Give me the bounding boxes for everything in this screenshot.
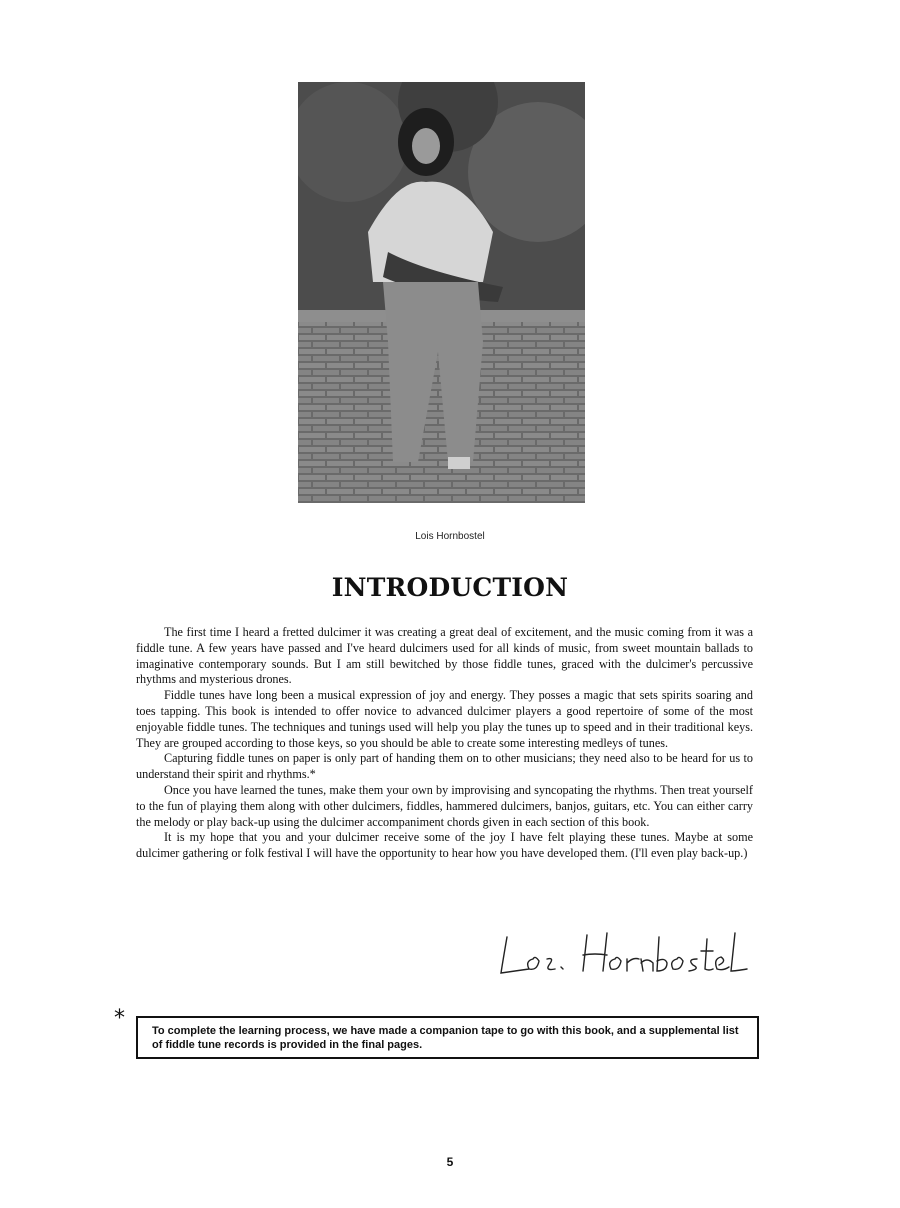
paragraph: Once you have learned the tunes, make them your own by improvising and syncopating the rhythms. Then treat yourself to the fun of playing them along with other dulcimers, fiddles, hammered dulcimers, banjos, guitars, etc. You can either carry the melody or play back-up using the dulcimer accompaniment chords given in each section of this book. (136, 782, 753, 829)
page-number: 5 (446, 1155, 454, 1169)
paragraph: The first time I heard a fretted dulcimer it was creating a great deal of excitement, and the music coming from it was a fiddle tune. A few years have passed and I've heard dulcimers used for all kinds of music, from sweet mountain ballads to imaginative contemporary sounds. But I am still bewitched by those fiddle tunes, graced with the dulcimer's percussive rhythms and mysterious drones. (136, 625, 753, 687)
photo-caption: Lois Hornbostel (415, 531, 485, 542)
page-title: INTRODUCTION (331, 573, 569, 602)
paragraph: Capturing fiddle tunes on paper is only part of handing them on to other musicians; they need also to be heard for us to understand their spirit and rhythms.* (136, 751, 753, 782)
paragraph: It is my hope that you and your dulcimer receive some of the joy I have felt playing these tunes. Maybe at some dulcimer gathering or folk festival I will have the opportunity to hear how you have developed them. (I'll even play back-up.) (136, 830, 753, 861)
portrait-image (298, 82, 585, 503)
footnote-marker: * (114, 1006, 125, 1031)
paragraph: Fiddle tunes have long been a musical expression of joy and energy. They posses a magic that sets spirits soaring and toes tapping. This book is intended to offer novice to advanced dulcimer players a good repertoire of some of the most enjoyable fiddle tunes. The techniques and tunings used will help you play the tunes up to speed and in their traditional keys. They are grouped according to those keys, so you should be able to create some interesting medleys of tunes. (136, 688, 753, 750)
portrait-photo (298, 82, 585, 503)
footnote-box: To complete the learning process, we have made a companion tape to go with this book, and a supplemental list of fiddle tune records is provided in the final pages. (136, 1016, 759, 1059)
handwritten-signature (495, 925, 750, 983)
introduction-body (136, 625, 753, 862)
